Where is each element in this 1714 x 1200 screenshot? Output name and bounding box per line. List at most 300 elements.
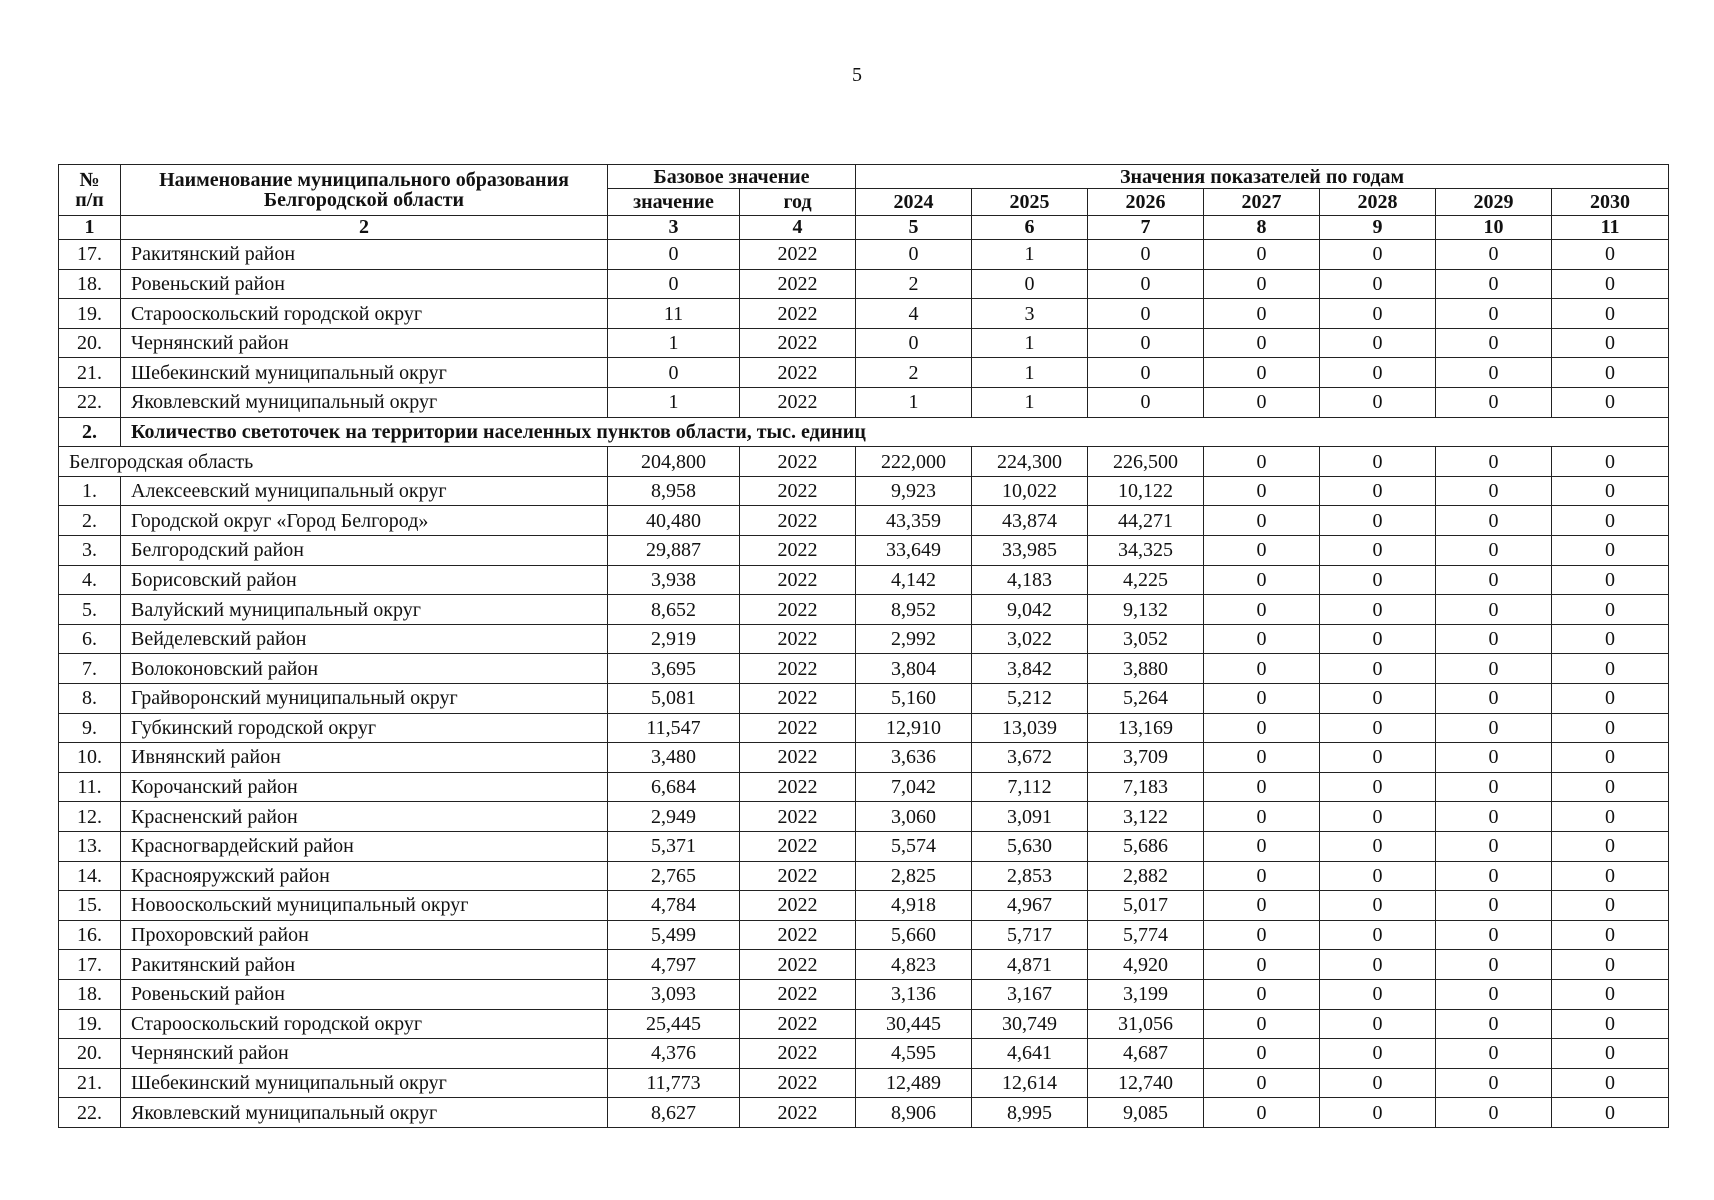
year-value: 0 — [1552, 861, 1669, 891]
year-value: 0 — [1436, 595, 1552, 625]
year-value: 0 — [1436, 802, 1552, 832]
year-value: 0 — [1320, 565, 1436, 595]
base-year: 2022 — [740, 476, 856, 506]
base-year: 2022 — [740, 713, 856, 743]
year-value: 0 — [1204, 269, 1320, 299]
year-value: 0 — [1552, 684, 1669, 714]
base-value: 4,797 — [608, 950, 740, 980]
base-value: 8,958 — [608, 476, 740, 506]
year-value: 0 — [1436, 654, 1552, 684]
year-value: 4,967 — [972, 891, 1088, 921]
base-year: 2022 — [740, 1009, 856, 1039]
year-value: 9,132 — [1088, 595, 1204, 625]
base-value: 8,627 — [608, 1098, 740, 1128]
header-years: Значения показателей по годам — [856, 165, 1669, 189]
municipality-name: Чернянский район — [121, 328, 608, 358]
year-value: 9,085 — [1088, 1098, 1204, 1128]
year-value: 0 — [1552, 536, 1669, 566]
header-year: 2024 — [856, 189, 972, 216]
year-value: 0 — [1552, 299, 1669, 329]
base-year: 2022 — [740, 979, 856, 1009]
year-value: 8,906 — [856, 1098, 972, 1128]
year-value: 3,091 — [972, 802, 1088, 832]
table-row — [59, 624, 1669, 654]
year-value: 9,923 — [856, 476, 972, 506]
year-value: 1 — [972, 358, 1088, 388]
year-value: 1 — [856, 388, 972, 418]
base-value: 8,652 — [608, 595, 740, 625]
header-base: Базовое значение — [608, 165, 856, 189]
base-value: 6,684 — [608, 772, 740, 802]
year-value: 0 — [1204, 772, 1320, 802]
year-value: 0 — [1552, 1098, 1669, 1128]
year-value: 0 — [1088, 328, 1204, 358]
year-value: 4,871 — [972, 950, 1088, 980]
base-year: 2022 — [740, 831, 856, 861]
municipality-name: Чернянский район — [121, 1039, 608, 1069]
year-value: 0 — [1320, 476, 1436, 506]
year-value: 0 — [1088, 358, 1204, 388]
year-value: 0 — [1436, 891, 1552, 921]
base-year: 2022 — [740, 861, 856, 891]
year-value: 0 — [1552, 1009, 1669, 1039]
base-year: 2022 — [740, 328, 856, 358]
header-year: 2028 — [1320, 189, 1436, 216]
year-value: 0 — [1204, 950, 1320, 980]
base-year: 2022 — [740, 447, 856, 477]
year-value: 7,042 — [856, 772, 972, 802]
base-year: 2022 — [740, 240, 856, 270]
row-number: 20. — [59, 328, 121, 358]
table-row — [59, 388, 1669, 418]
year-value: 2 — [856, 358, 972, 388]
municipality-name: Городской округ «Город Белгород» — [121, 506, 608, 536]
year-value: 43,874 — [972, 506, 1088, 536]
base-value: 4,784 — [608, 891, 740, 921]
year-value: 0 — [1320, 1039, 1436, 1069]
year-value: 0 — [1320, 1009, 1436, 1039]
region-total-name: Белгородская область — [59, 447, 608, 477]
municipality-name: Ракитянский район — [121, 950, 608, 980]
base-year: 2022 — [740, 1068, 856, 1098]
year-value: 0 — [1552, 595, 1669, 625]
year-value: 2,882 — [1088, 861, 1204, 891]
year-value: 12,489 — [856, 1068, 972, 1098]
year-value: 0 — [1204, 476, 1320, 506]
municipality-name: Волоконовский район — [121, 654, 608, 684]
municipality-name: Прохоровский район — [121, 920, 608, 950]
year-value: 0 — [1552, 920, 1669, 950]
year-value: 2,853 — [972, 861, 1088, 891]
year-value: 3,122 — [1088, 802, 1204, 832]
year-value: 0 — [1320, 299, 1436, 329]
year-value: 0 — [1204, 1098, 1320, 1128]
year-value: 0 — [1320, 240, 1436, 270]
row-number: 19. — [59, 1009, 121, 1039]
year-value: 0 — [1552, 979, 1669, 1009]
year-value: 34,325 — [1088, 536, 1204, 566]
year-value: 31,056 — [1088, 1009, 1204, 1039]
year-value: 0 — [1320, 1098, 1436, 1128]
row-number: 22. — [59, 388, 121, 418]
row-number: 7. — [59, 654, 121, 684]
year-value: 5,774 — [1088, 920, 1204, 950]
year-value: 0 — [1552, 565, 1669, 595]
municipality-name: Красненский район — [121, 802, 608, 832]
year-value: 4,183 — [972, 565, 1088, 595]
base-value: 2,919 — [608, 624, 740, 654]
year-value: 0 — [1436, 979, 1552, 1009]
year-value: 0 — [1204, 447, 1320, 477]
year-value: 2 — [856, 269, 972, 299]
year-value: 0 — [1204, 891, 1320, 921]
table-row — [59, 1039, 1669, 1069]
table-row — [59, 269, 1669, 299]
column-number: 2 — [121, 215, 608, 240]
year-value: 3,136 — [856, 979, 972, 1009]
year-value: 0 — [1204, 240, 1320, 270]
table-row — [59, 979, 1669, 1009]
base-value: 5,499 — [608, 920, 740, 950]
header-no — [59, 165, 121, 216]
year-value: 2,825 — [856, 861, 972, 891]
row-number: 20. — [59, 1039, 121, 1069]
municipality-name: Красногвардейский район — [121, 831, 608, 861]
year-value: 3,709 — [1088, 743, 1204, 773]
year-value: 7,112 — [972, 772, 1088, 802]
year-value: 44,271 — [1088, 506, 1204, 536]
row-number: 1. — [59, 476, 121, 506]
municipality-name: Алексеевский муниципальный округ — [121, 476, 608, 506]
year-value: 0 — [1204, 743, 1320, 773]
base-year: 2022 — [740, 388, 856, 418]
year-value: 0 — [1552, 802, 1669, 832]
year-value: 1 — [972, 388, 1088, 418]
base-value: 3,480 — [608, 743, 740, 773]
year-value: 5,574 — [856, 831, 972, 861]
year-value: 0 — [1552, 476, 1669, 506]
base-value: 204,800 — [608, 447, 740, 477]
table-row — [59, 358, 1669, 388]
base-value: 0 — [608, 358, 740, 388]
year-value: 0 — [1436, 684, 1552, 714]
municipality-name: Ровеньский район — [121, 979, 608, 1009]
year-value: 0 — [1436, 1068, 1552, 1098]
region-total-row — [59, 447, 1669, 477]
year-value: 0 — [1552, 713, 1669, 743]
base-year: 2022 — [740, 950, 856, 980]
header-year: 2026 — [1088, 189, 1204, 216]
row-number: 3. — [59, 536, 121, 566]
year-value: 3,636 — [856, 743, 972, 773]
municipality-name: Старооскольский городской округ — [121, 1009, 608, 1039]
table-row — [59, 506, 1669, 536]
base-year: 2022 — [740, 358, 856, 388]
base-value: 0 — [608, 240, 740, 270]
year-value: 0 — [1320, 684, 1436, 714]
year-value: 0 — [1320, 447, 1436, 477]
year-value: 0 — [1552, 358, 1669, 388]
base-value: 3,093 — [608, 979, 740, 1009]
year-value: 0 — [1088, 388, 1204, 418]
year-value: 0 — [1320, 743, 1436, 773]
base-value: 1 — [608, 328, 740, 358]
municipality-name: Новооскольский муниципальный округ — [121, 891, 608, 921]
row-number: 10. — [59, 743, 121, 773]
base-year: 2022 — [740, 536, 856, 566]
base-year: 2022 — [740, 595, 856, 625]
year-value: 12,910 — [856, 713, 972, 743]
year-value: 0 — [856, 328, 972, 358]
base-year: 2022 — [740, 772, 856, 802]
year-value: 5,660 — [856, 920, 972, 950]
row-number: 17. — [59, 950, 121, 980]
municipality-name: Старооскольский городской округ — [121, 299, 608, 329]
year-value: 3,199 — [1088, 979, 1204, 1009]
municipality-name: Краснояружский район — [121, 861, 608, 891]
municipality-name: Ракитянский район — [121, 240, 608, 270]
table-row — [59, 684, 1669, 714]
table-row — [59, 1009, 1669, 1039]
column-number: 8 — [1204, 215, 1320, 240]
year-value: 0 — [1552, 1068, 1669, 1098]
year-value: 0 — [1320, 595, 1436, 625]
year-value: 1 — [972, 328, 1088, 358]
column-number: 3 — [608, 215, 740, 240]
row-number: 6. — [59, 624, 121, 654]
municipality-name: Грайворонский муниципальный округ — [121, 684, 608, 714]
year-value: 0 — [1552, 743, 1669, 773]
table-row — [59, 950, 1669, 980]
table-row — [59, 920, 1669, 950]
year-value: 4,920 — [1088, 950, 1204, 980]
municipality-name: Шебекинский муниципальный округ — [121, 1068, 608, 1098]
base-value: 11,773 — [608, 1068, 740, 1098]
year-value: 0 — [1204, 1009, 1320, 1039]
row-number: 14. — [59, 861, 121, 891]
column-number: 11 — [1552, 215, 1669, 240]
year-value: 3,880 — [1088, 654, 1204, 684]
year-value: 0 — [1320, 861, 1436, 891]
row-number: 17. — [59, 240, 121, 270]
year-value: 30,445 — [856, 1009, 972, 1039]
base-year: 2022 — [740, 920, 856, 950]
year-value: 13,169 — [1088, 713, 1204, 743]
base-value: 3,695 — [608, 654, 740, 684]
base-value: 5,081 — [608, 684, 740, 714]
year-value: 0 — [1204, 802, 1320, 832]
year-value: 4,823 — [856, 950, 972, 980]
year-value: 0 — [1204, 536, 1320, 566]
year-value: 0 — [1436, 299, 1552, 329]
municipality-name: Борисовский район — [121, 565, 608, 595]
header-year: 2027 — [1204, 189, 1320, 216]
header-year: 2030 — [1552, 189, 1669, 216]
table-row — [59, 240, 1669, 270]
row-number: 18. — [59, 979, 121, 1009]
table-row — [59, 772, 1669, 802]
year-value: 0 — [1204, 1068, 1320, 1098]
year-value: 0 — [1436, 624, 1552, 654]
column-number: 6 — [972, 215, 1088, 240]
municipality-name: Яковлевский муниципальный округ — [121, 388, 608, 418]
municipality-name: Вейделевский район — [121, 624, 608, 654]
row-number: 22. — [59, 1098, 121, 1128]
year-value: 0 — [1552, 328, 1669, 358]
header-year: 2029 — [1436, 189, 1552, 216]
year-value: 0 — [1320, 654, 1436, 684]
year-value: 3,167 — [972, 979, 1088, 1009]
year-value: 0 — [1204, 831, 1320, 861]
base-value: 11,547 — [608, 713, 740, 743]
table-row — [59, 1068, 1669, 1098]
year-value: 0 — [1204, 713, 1320, 743]
year-value: 0 — [1320, 506, 1436, 536]
base-value: 3,938 — [608, 565, 740, 595]
year-value: 0 — [1436, 476, 1552, 506]
year-value: 2,992 — [856, 624, 972, 654]
base-year: 2022 — [740, 654, 856, 684]
header-name-line2: Белгородской области — [263, 188, 465, 211]
row-number: 19. — [59, 299, 121, 329]
year-value: 0 — [1552, 624, 1669, 654]
base-year: 2022 — [740, 802, 856, 832]
year-value: 222,000 — [856, 447, 972, 477]
column-number: 4 — [740, 215, 856, 240]
year-value: 3,022 — [972, 624, 1088, 654]
year-value: 5,264 — [1088, 684, 1204, 714]
base-value: 11 — [608, 299, 740, 329]
base-year: 2022 — [740, 743, 856, 773]
year-value: 0 — [1320, 831, 1436, 861]
year-value: 0 — [1552, 506, 1669, 536]
year-value: 0 — [1204, 861, 1320, 891]
year-value: 7,183 — [1088, 772, 1204, 802]
year-value: 0 — [1436, 565, 1552, 595]
year-value: 0 — [1552, 269, 1669, 299]
year-value: 4 — [856, 299, 972, 329]
year-value: 33,985 — [972, 536, 1088, 566]
base-year: 2022 — [740, 269, 856, 299]
municipality-name: Губкинский городской округ — [121, 713, 608, 743]
year-value: 0 — [1552, 1039, 1669, 1069]
header-base-value: значение — [608, 189, 740, 216]
year-value: 5,717 — [972, 920, 1088, 950]
year-value: 0 — [1088, 269, 1204, 299]
year-value: 224,300 — [972, 447, 1088, 477]
year-value: 0 — [1320, 891, 1436, 921]
year-value: 10,022 — [972, 476, 1088, 506]
year-value: 13,039 — [972, 713, 1088, 743]
table-row — [59, 1098, 1669, 1128]
table-row — [59, 328, 1669, 358]
year-value: 0 — [1204, 624, 1320, 654]
year-value: 0 — [1436, 447, 1552, 477]
year-value: 0 — [1204, 979, 1320, 1009]
year-value: 0 — [856, 240, 972, 270]
year-value: 12,740 — [1088, 1068, 1204, 1098]
year-value: 4,595 — [856, 1039, 972, 1069]
table-row — [59, 713, 1669, 743]
section-number: 2. — [59, 417, 121, 447]
table-row — [59, 536, 1669, 566]
year-value: 5,017 — [1088, 891, 1204, 921]
year-value: 0 — [1436, 240, 1552, 270]
row-number: 18. — [59, 269, 121, 299]
year-value: 5,160 — [856, 684, 972, 714]
year-value: 5,212 — [972, 684, 1088, 714]
table-row — [59, 595, 1669, 625]
table-body — [59, 215, 1669, 1127]
row-number: 9. — [59, 713, 121, 743]
row-number: 2. — [59, 506, 121, 536]
year-value: 0 — [1436, 1098, 1552, 1128]
column-number: 1 — [59, 215, 121, 240]
row-number: 21. — [59, 1068, 121, 1098]
year-value: 0 — [1436, 1039, 1552, 1069]
municipality-name: Ивнянский район — [121, 743, 608, 773]
base-value: 40,480 — [608, 506, 740, 536]
base-year: 2022 — [740, 624, 856, 654]
year-value: 3,842 — [972, 654, 1088, 684]
header-year: 2025 — [972, 189, 1088, 216]
section-row — [59, 417, 1669, 447]
year-value: 0 — [1204, 506, 1320, 536]
table-row — [59, 861, 1669, 891]
year-value: 4,687 — [1088, 1039, 1204, 1069]
row-number: 8. — [59, 684, 121, 714]
year-value: 0 — [1320, 950, 1436, 980]
table-row — [59, 802, 1669, 832]
year-value: 0 — [1204, 565, 1320, 595]
base-year: 2022 — [740, 684, 856, 714]
year-value: 8,952 — [856, 595, 972, 625]
year-value: 30,749 — [972, 1009, 1088, 1039]
year-value: 0 — [1320, 388, 1436, 418]
year-value: 1 — [972, 240, 1088, 270]
table-row — [59, 565, 1669, 595]
year-value: 0 — [1436, 772, 1552, 802]
base-value: 29,887 — [608, 536, 740, 566]
year-value: 0 — [1436, 1009, 1552, 1039]
year-value: 0 — [1552, 950, 1669, 980]
year-value: 0 — [1436, 743, 1552, 773]
year-value: 0 — [1320, 772, 1436, 802]
table-row — [59, 891, 1669, 921]
table-row — [59, 831, 1669, 861]
row-number: 16. — [59, 920, 121, 950]
year-value: 9,042 — [972, 595, 1088, 625]
year-value: 0 — [1436, 269, 1552, 299]
base-year: 2022 — [740, 506, 856, 536]
column-number: 7 — [1088, 215, 1204, 240]
base-value: 2,949 — [608, 802, 740, 832]
year-value: 0 — [972, 269, 1088, 299]
base-value: 5,371 — [608, 831, 740, 861]
year-value: 0 — [1436, 831, 1552, 861]
year-value: 0 — [1552, 654, 1669, 684]
row-number: 13. — [59, 831, 121, 861]
year-value: 0 — [1320, 713, 1436, 743]
year-value: 0 — [1320, 920, 1436, 950]
year-value: 0 — [1204, 1039, 1320, 1069]
municipality-name: Белгородский район — [121, 536, 608, 566]
table-row — [59, 299, 1669, 329]
column-numbers-row — [59, 215, 1669, 240]
year-value: 0 — [1436, 713, 1552, 743]
header-name — [121, 165, 608, 216]
year-value: 0 — [1320, 269, 1436, 299]
